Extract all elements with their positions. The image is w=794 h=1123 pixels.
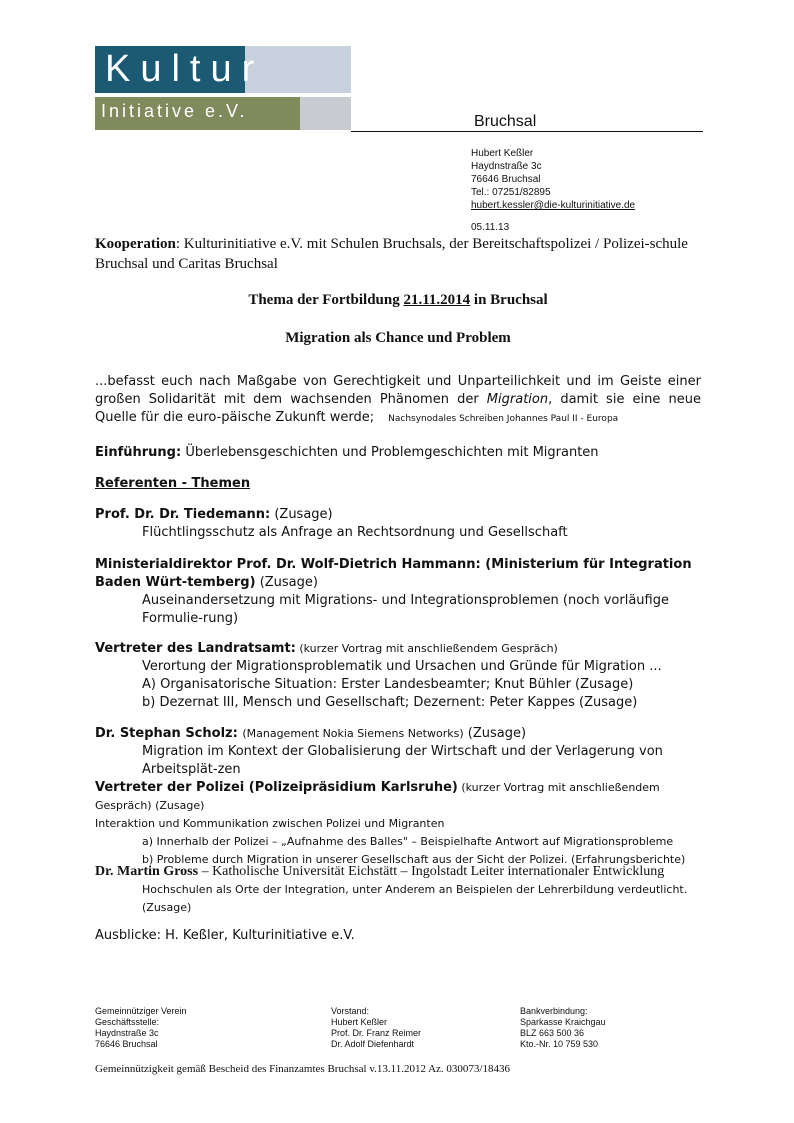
kooperation-paragraph bbox=[95, 234, 701, 274]
speaker-topic: Interaktion und Kommunikation zwischen Polizei und Migranten bbox=[95, 817, 445, 830]
speaker-name: Vertreter der Polizei (Polizeipräsidium Karlsruhe) bbox=[95, 780, 458, 795]
einfuehrung-label: Einführung: bbox=[95, 445, 182, 460]
speaker-note: (kurzer Vortrag mit anschließendem Gespräch) bbox=[295, 642, 558, 655]
speaker-name: Dr. Stephan Scholz: bbox=[95, 726, 243, 741]
speaker-subtopic-b: b) Dezernat III, Mensch und Gesellschaft; Dezernent: Peter Kappes (Zusage) bbox=[142, 695, 638, 710]
contact-city: 76646 Bruchsal bbox=[471, 174, 541, 185]
speaker-note: (Management Nokia Siemens Networks) bbox=[242, 727, 464, 740]
speaker-subtopic-a: a) Innerhalb der Polizei – „Aufnahme des Balles" – Beispielhafte Antwort auf Migrationsprobleme bbox=[142, 835, 674, 848]
einfuehrung-line bbox=[95, 445, 599, 460]
kooperation-text: : Kulturinitiative e.V. mit Schulen Bruchsals, der Bereitschaftspolizei / Polizei-schule Bruchsal und Caritas Bruchsal bbox=[95, 236, 688, 272]
speaker-note: (kurzer Vortrag mit anschließendem Gespräch) (Zusage) bbox=[95, 781, 660, 812]
footer-bank bbox=[520, 1006, 606, 1050]
speaker-name: Vertreter des Landratsamt: bbox=[95, 641, 296, 656]
speaker-status: (Zusage) bbox=[255, 575, 318, 590]
speaker-topic: Hochschulen als Orte der Integration, unter Anderem an Beispielen der Lehrerbildung verdeutlicht. bbox=[142, 883, 688, 896]
thema-date: 21.11.2014 bbox=[403, 292, 471, 308]
logo-subtitle: Initiative e.V. bbox=[101, 101, 248, 121]
speaker-subtopic-b: b) Probleme durch Migration in unserer Gesellschaft aus der Sicht der Polizei. (Erfahrungsberichte) bbox=[142, 853, 686, 866]
header-city: Bruchsal bbox=[474, 113, 537, 130]
footer-association bbox=[95, 1006, 187, 1050]
speaker-name: Prof. Dr. Dr. Tiedemann: bbox=[95, 507, 271, 522]
contact-phone: Tel.: 07251/82895 bbox=[471, 187, 551, 198]
header-divider bbox=[351, 131, 703, 132]
footer-tax-notice: Gemeinnützigkeit gemäß Bescheid des Finanzamtes Bruchsal v.13.11.2012 Az. 030073/18436 bbox=[95, 1063, 510, 1075]
footer-line: Bankverbindung: bbox=[520, 1006, 588, 1016]
thema-suffix: in Bruchsal bbox=[470, 292, 548, 308]
kooperation-label: Kooperation bbox=[95, 236, 176, 252]
referenten-heading: Referenten - Themen bbox=[95, 476, 251, 491]
contact-name: Hubert Keßler bbox=[471, 148, 534, 159]
logo-wordmark: Kultur bbox=[105, 48, 265, 90]
speaker-name: Dr. Martin Gross bbox=[95, 864, 199, 879]
quote-text-post: , damit sie eine neue Quelle für die euro-päische Zukunft werde; bbox=[95, 392, 701, 425]
speaker-name: Ministerialdirektor Prof. Dr. Wolf-Dietrich Hammann: (Ministerium für Integration Baden Würt-temberg) bbox=[95, 557, 692, 590]
speaker-status: (Zusage) bbox=[270, 507, 333, 522]
footer-line: Gemeinnütziger Verein bbox=[95, 1006, 187, 1016]
footer-line: Haydnstraße 3c bbox=[95, 1028, 159, 1038]
speaker-topic: Flüchtlingsschutz als Anfrage an Rechtsordnung und Gesellschaft bbox=[142, 525, 568, 540]
speaker-block-polizei bbox=[95, 779, 701, 869]
speaker-subtopic-a: A) Organisatorische Situation: Erster Landesbeamter; Knut Bühler (Zusage) bbox=[142, 677, 634, 692]
quote-text-pre: ...befasst euch nach Maßgabe von Gerechtigkeit und Unparteilichkeit und im Geiste einer großen Solidarität mit dem wachsenden Phänomen der bbox=[95, 374, 701, 407]
speaker-topic: Auseinandersetzung mit Migrations- und Integrationsproblemen (noch vorläufige Formulie-rung) bbox=[142, 593, 669, 626]
contact-street: Haydnstraße 3c bbox=[471, 161, 542, 172]
footer-line: Prof. Dr. Franz Reimer bbox=[331, 1028, 422, 1038]
speaker-block-landratsamt bbox=[95, 640, 701, 712]
letter-date: 05.11.13 bbox=[471, 222, 510, 233]
footer-line: Dr. Adolf Diefenhardt bbox=[331, 1039, 415, 1049]
speaker-status: (Zusage) bbox=[142, 901, 192, 914]
speaker-block-scholz bbox=[95, 725, 701, 779]
footer-line: Hubert Keßler bbox=[331, 1017, 388, 1027]
contact-email-link[interactable]: hubert.kessler@die-kulturinitiative.de bbox=[471, 200, 636, 211]
footer-line: 76646 Bruchsal bbox=[95, 1039, 158, 1049]
footer-board bbox=[331, 1006, 421, 1050]
footer-line: Sparkasse Kraichgau bbox=[520, 1017, 606, 1027]
quote-source: Nachsynodales Schreiben Johannes Paul II - Europa bbox=[388, 414, 619, 424]
speaker-topic: Migration im Kontext der Globalisierung der Wirtschaft und der Verlagerung von Arbeitsplät-zen bbox=[142, 744, 663, 777]
ausblicke-line: Ausblicke: H. Keßler, Kulturinitiative e.V. bbox=[95, 928, 355, 943]
speaker-block-hammann bbox=[95, 556, 701, 628]
footer-line: Kto.-Nr. 10 759 530 bbox=[520, 1039, 599, 1049]
speaker-block-gross bbox=[95, 863, 701, 917]
thema-heading bbox=[95, 292, 701, 309]
speaker-block-tiedemann bbox=[95, 506, 701, 542]
logo-bottom-grey-band bbox=[300, 97, 351, 130]
footer-line: Geschäftsstelle: bbox=[95, 1017, 160, 1027]
quote-paragraph bbox=[95, 373, 701, 428]
einfuehrung-text: Überlebensgeschichten und Problemgeschichten mit Migranten bbox=[181, 445, 599, 460]
contact-block bbox=[471, 147, 635, 212]
kulturinitiative-logo bbox=[95, 46, 351, 130]
speaker-affiliation: – Katholische Universität Eichstätt – Ingolstadt Leiter internationaler Entwicklung bbox=[198, 864, 665, 879]
subject-heading: Migration als Chance und Problem bbox=[285, 330, 511, 346]
quote-emphasis: Migration bbox=[486, 392, 549, 407]
speaker-topic: Verortung der Migrationsproblematik und Ursachen und Gründe für Migration ... bbox=[142, 659, 662, 674]
speaker-status: (Zusage) bbox=[463, 726, 527, 741]
footer-line: BLZ 663 500 36 bbox=[520, 1028, 585, 1038]
thema-prefix: Thema der Fortbildung bbox=[248, 292, 404, 308]
footer-line: Vorstand: bbox=[331, 1006, 370, 1016]
